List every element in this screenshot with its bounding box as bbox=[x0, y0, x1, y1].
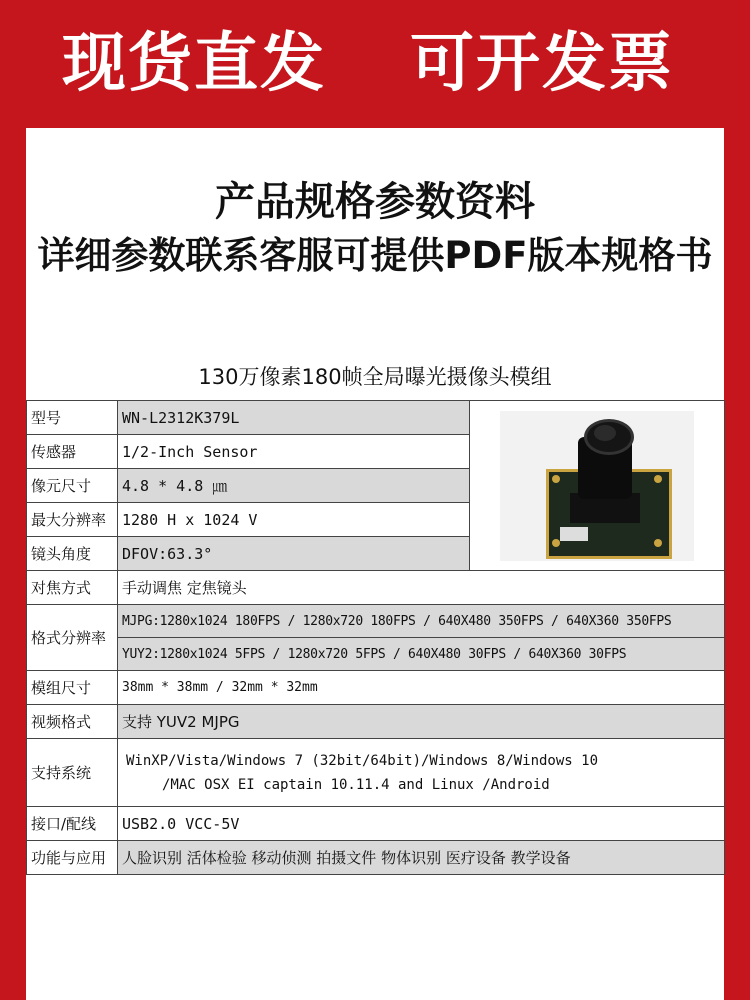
focus-label: 对焦方式 bbox=[27, 571, 118, 605]
os-line-2: /MAC OSX EI captain 10.11.4 and Linux /Android bbox=[162, 776, 550, 793]
pcb-mount-hole bbox=[552, 475, 560, 483]
interface-value: USB2.0 VCC-5V bbox=[118, 807, 725, 841]
max-resolution-value: 1280 H x 1024 V bbox=[118, 503, 470, 537]
banner-invoice-text: 可开发票 bbox=[410, 27, 674, 101]
model-value: WN-L2312K379L bbox=[118, 401, 470, 435]
focus-value: 手动调焦 定焦镜头 bbox=[118, 571, 725, 605]
spec-heading: 产品规格参数资料 bbox=[215, 179, 535, 225]
module-size-label: 模组尺寸 bbox=[27, 671, 118, 705]
os-line-1: WinXP/Vista/Windows 7 (32bit/64bit)/Windows 8/Windows 10 bbox=[126, 752, 599, 769]
application-label: 功能与应用 bbox=[27, 841, 118, 875]
lens-angle-value: DFOV:63.3° bbox=[118, 537, 470, 571]
banner-in-stock-text: 现货直发 bbox=[62, 27, 326, 101]
table-row-video-format bbox=[27, 705, 725, 739]
interface-label: 接口/配线 bbox=[27, 807, 118, 841]
max-resolution-label: 最大分辨率 bbox=[27, 503, 118, 537]
lens-angle-label: 镜头角度 bbox=[27, 537, 118, 571]
application-value: 人脸识别 活体检验 移动侦测 拍摄文件 物体识别 医疗设备 教学设备 bbox=[118, 841, 725, 875]
table-row-os bbox=[27, 739, 725, 807]
table-row-application bbox=[27, 841, 725, 875]
module-size-value: 38mm * 38mm / 32mm * 32mm bbox=[118, 671, 725, 705]
video-format-value: 支持 YUV2 MJPG bbox=[118, 705, 725, 739]
sensor-value: 1/2-Inch Sensor bbox=[118, 435, 470, 469]
model-label: 型号 bbox=[27, 401, 118, 435]
product-photo-cell bbox=[470, 401, 725, 571]
format-yuy2-value: YUY2:1280x1024 5FPS / 1280x720 5FPS / 640X480 30FPS / 640X360 30FPS bbox=[118, 638, 725, 671]
pixel-size-value: 4.8 * 4.8 ㎛ bbox=[118, 469, 470, 503]
format-resolution-label: 格式分辨率 bbox=[27, 605, 118, 671]
table-row-interface bbox=[27, 807, 725, 841]
table-row-format-yuy2 bbox=[27, 638, 725, 671]
sensor-label: 传感器 bbox=[27, 435, 118, 469]
pixel-size-label: 像元尺寸 bbox=[27, 469, 118, 503]
pcb-connector bbox=[560, 527, 588, 541]
table-row-model bbox=[27, 401, 725, 435]
spec-table bbox=[26, 400, 725, 875]
table-row-module-size bbox=[27, 671, 725, 705]
table-row-format-mjpg bbox=[27, 605, 725, 638]
camera-module-photo bbox=[500, 411, 694, 561]
pcb-mount-hole bbox=[552, 539, 560, 547]
format-mjpg-value: MJPG:1280x1024 180FPS / 1280x720 180FPS / 640X480 350FPS / 640X360 350FPS bbox=[118, 605, 725, 638]
spec-panel bbox=[26, 128, 724, 1000]
os-value bbox=[118, 739, 725, 807]
pcb-mount-hole bbox=[654, 475, 662, 483]
spec-subheading: 详细参数联系客服可提供PDF版本规格书 bbox=[37, 234, 713, 277]
lens-glass bbox=[594, 425, 616, 441]
video-format-label: 视频格式 bbox=[27, 705, 118, 739]
table-row-focus bbox=[27, 571, 725, 605]
pcb-mount-hole bbox=[654, 539, 662, 547]
os-label: 支持系统 bbox=[27, 739, 118, 807]
module-title: 130万像素180帧全局曝光摄像头模组 bbox=[198, 365, 552, 389]
top-banner bbox=[0, 0, 750, 128]
